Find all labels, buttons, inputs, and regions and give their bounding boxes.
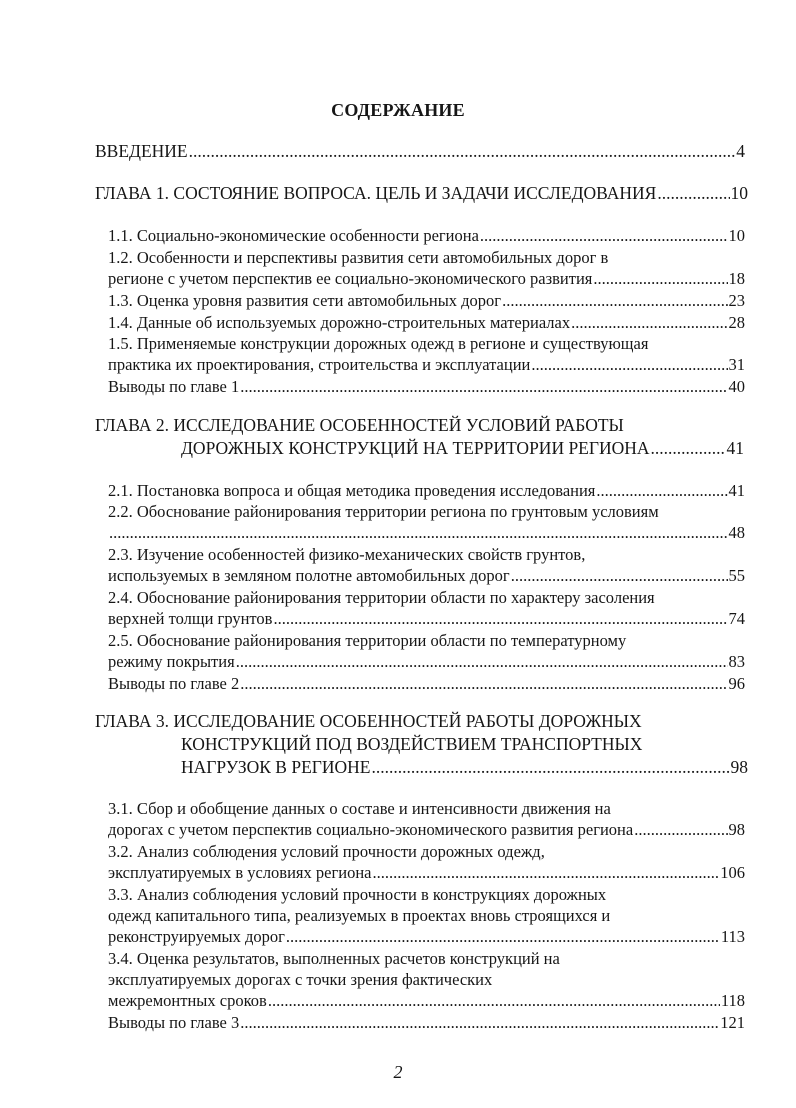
toc-section-2-2 (108, 522, 745, 544)
toc-section-3-1 (108, 819, 745, 841)
toc-section-1-5 (108, 354, 745, 376)
toc-entry-text: Выводы по главе 2 (108, 674, 240, 693)
toc-entry-text: регионе с учетом перспектив ее социально-экономического развития (108, 269, 593, 288)
toc-page-number: 41 (728, 481, 745, 500)
toc-leader-dots (634, 819, 727, 841)
toc-page-number: 55 (728, 566, 745, 585)
toc-leader-dots (268, 990, 720, 1012)
toc-leader-dots (240, 376, 727, 398)
toc-entry-introduction (95, 140, 745, 162)
toc-conclusions-3 (108, 1012, 745, 1034)
toc-entry-text: реконструируемых дорог (108, 927, 285, 946)
toc-section-3-3-line2: одежд капитального типа, реализуемых в проектах вновь строящихся и (108, 906, 611, 925)
toc-leader-dots (571, 312, 727, 334)
toc-section-3-4-line1: 3.4. Оценка результатов, выполненных расчетов конструкций на (108, 949, 560, 968)
toc-section-2-5 (108, 651, 745, 673)
toc-page-number: 4 (736, 141, 745, 161)
toc-leader-dots (372, 756, 730, 778)
toc-page-number: 48 (728, 523, 745, 542)
toc-section-1-2-line1: 1.2. Особенности и перспективы развития сети автомобильных дорог в (108, 248, 609, 267)
toc-section-1-2 (108, 268, 745, 290)
toc-leader-dots (511, 565, 728, 587)
toc-page-number: 31 (728, 355, 745, 374)
toc-section-2-3-line1: 2.3. Изучение особенностей физико-механических свойств грунтов, (108, 545, 586, 564)
toc-section-1-1 (108, 225, 745, 247)
toc-page-number: 118 (720, 991, 745, 1010)
toc-leader-dots (593, 268, 727, 290)
toc-entry-text: дорогах с учетом перспектив социально-экономического развития региона (108, 820, 634, 839)
toc-section-3-3-line1: 3.3. Анализ соблюдения условий прочности в конструкциях дорожных (108, 885, 607, 904)
toc-page-number: 18 (728, 269, 745, 288)
toc-conclusions-2 (108, 673, 745, 695)
toc-section-2-2-line1: 2.2. Обоснование районирования территории региона по грунтовым условиям (108, 502, 659, 521)
toc-leader-dots (531, 354, 727, 376)
toc-page-number: 40 (728, 377, 745, 396)
toc-section-2-4-line1: 2.4. Обоснование районирования территории области по характеру засоления (108, 588, 655, 607)
toc-leader-dots (273, 608, 727, 630)
toc-leader-dots (240, 673, 727, 695)
toc-chapter-title: ГЛАВА 1. СОСТОЯНИЕ ВОПРОСА. ЦЕЛЬ И ЗАДАЧИ ИССЛЕДОВАНИЯ (95, 183, 657, 203)
toc-leader-dots (502, 290, 727, 312)
page-title: СОДЕРЖАНИЕ (331, 100, 465, 120)
toc-entry-text: Выводы по главе 3 (108, 1013, 240, 1032)
toc-entry-text: 1.4. Данные об используемых дорожно-строительных материалах (108, 313, 571, 332)
toc-entry-text: эксплуатируемых в условиях региона (108, 863, 372, 882)
toc-conclusions-1 (108, 376, 745, 398)
toc-entry-text: верхней толщи грунтов (108, 609, 273, 628)
toc-entry-text: ВВЕДЕНИЕ (95, 141, 188, 161)
toc-leader-dots (240, 1012, 719, 1034)
toc-page-number: 121 (720, 1013, 745, 1032)
toc-entry-text: 2.1. Постановка вопроса и общая методика проведения исследования (108, 481, 596, 500)
toc-chapter-title: ДОРОЖНЫХ КОНСТРУКЦИЙ НА ТЕРРИТОРИИ РЕГИОНА (181, 438, 650, 458)
toc-leader-dots (657, 182, 729, 204)
toc-page-number: 98 (728, 820, 745, 839)
toc-section-1-4 (108, 312, 745, 334)
toc-section-2-4 (108, 608, 745, 630)
toc-entry-text: используемых в земляном полотне автомобильных дорог (108, 566, 510, 585)
toc-page-number: 113 (720, 927, 745, 946)
toc-page-number: 41 (726, 438, 744, 458)
toc-section-3-1-line1: 3.1. Сбор и обобщение данных о составе и интенсивности движения на (108, 799, 611, 818)
toc-section-3-2 (108, 862, 745, 884)
toc-chapter-3 (181, 756, 748, 778)
toc-leader-dots (596, 480, 727, 502)
toc-leader-dots (651, 437, 726, 459)
toc-section-3-4-line2: эксплуатируемых дорогах с точки зрения фактических (108, 970, 493, 989)
toc-entry-text: 1.3. Оценка уровня развития сети автомобильных дорог (108, 291, 502, 310)
toc-section-3-2-line1: 3.2. Анализ соблюдения условий прочности дорожных одежд, (108, 842, 545, 861)
toc-entry-text: Выводы по главе 1 (108, 377, 240, 396)
toc-chapter-3-line1: ГЛАВА 3. ИССЛЕДОВАНИЕ ОСОБЕННОСТЕЙ РАБОТЫ ДОРОЖНЫХ (95, 711, 642, 731)
toc-section-2-3 (108, 565, 745, 587)
toc-chapter-3-line2: КОНСТРУКЦИЙ ПОД ВОЗДЕЙСТВИЕМ ТРАНСПОРТНЫХ (181, 734, 643, 754)
toc-section-3-4 (108, 990, 745, 1012)
toc-chapter-title: НАГРУЗОК В РЕГИОНЕ (181, 757, 371, 777)
toc-page-number: 96 (728, 674, 745, 693)
toc-chapter-1 (95, 182, 748, 204)
toc-leader-dots (286, 926, 720, 948)
toc-entry-text: межремонтных сроков (108, 991, 267, 1010)
toc-page-number: 106 (720, 863, 745, 882)
toc-chapter-2-line1: ГЛАВА 2. ИССЛЕДОВАНИЕ ОСОБЕННОСТЕЙ УСЛОВИЙ РАБОТЫ (95, 415, 624, 435)
toc-page-number: 98 (730, 757, 748, 777)
toc-entry-text: 1.1. Социально-экономические особенности региона (108, 226, 479, 245)
toc-page-number: 23 (728, 291, 745, 310)
toc-leader-dots (236, 651, 728, 673)
toc-page-number: 10 (728, 226, 745, 245)
toc-section-3-3 (108, 926, 745, 948)
toc-page-number: 28 (728, 313, 745, 332)
page-number: 2 (393, 1062, 403, 1082)
toc-page-number: 74 (728, 609, 745, 628)
toc-leader-dots (480, 225, 728, 247)
toc-leader-dots (189, 140, 736, 162)
toc-page-number: 83 (728, 652, 745, 671)
toc-leader-dots (109, 522, 728, 544)
toc-section-1-3 (108, 290, 745, 312)
toc-page-number: 10 (730, 183, 748, 203)
toc-chapter-2 (181, 437, 744, 459)
toc-section-2-1 (108, 480, 745, 502)
toc-section-1-5-line1: 1.5. Применяемые конструкции дорожных одежд в регионе и существующая (108, 334, 649, 353)
toc-section-2-5-line1: 2.5. Обоснование районирования территории области по температурному (108, 631, 627, 650)
toc-entry-text: режиму покрытия (108, 652, 235, 671)
toc-leader-dots (372, 862, 719, 884)
toc-entry-text: практика их проектирования, строительства и эксплуатации (108, 355, 531, 374)
